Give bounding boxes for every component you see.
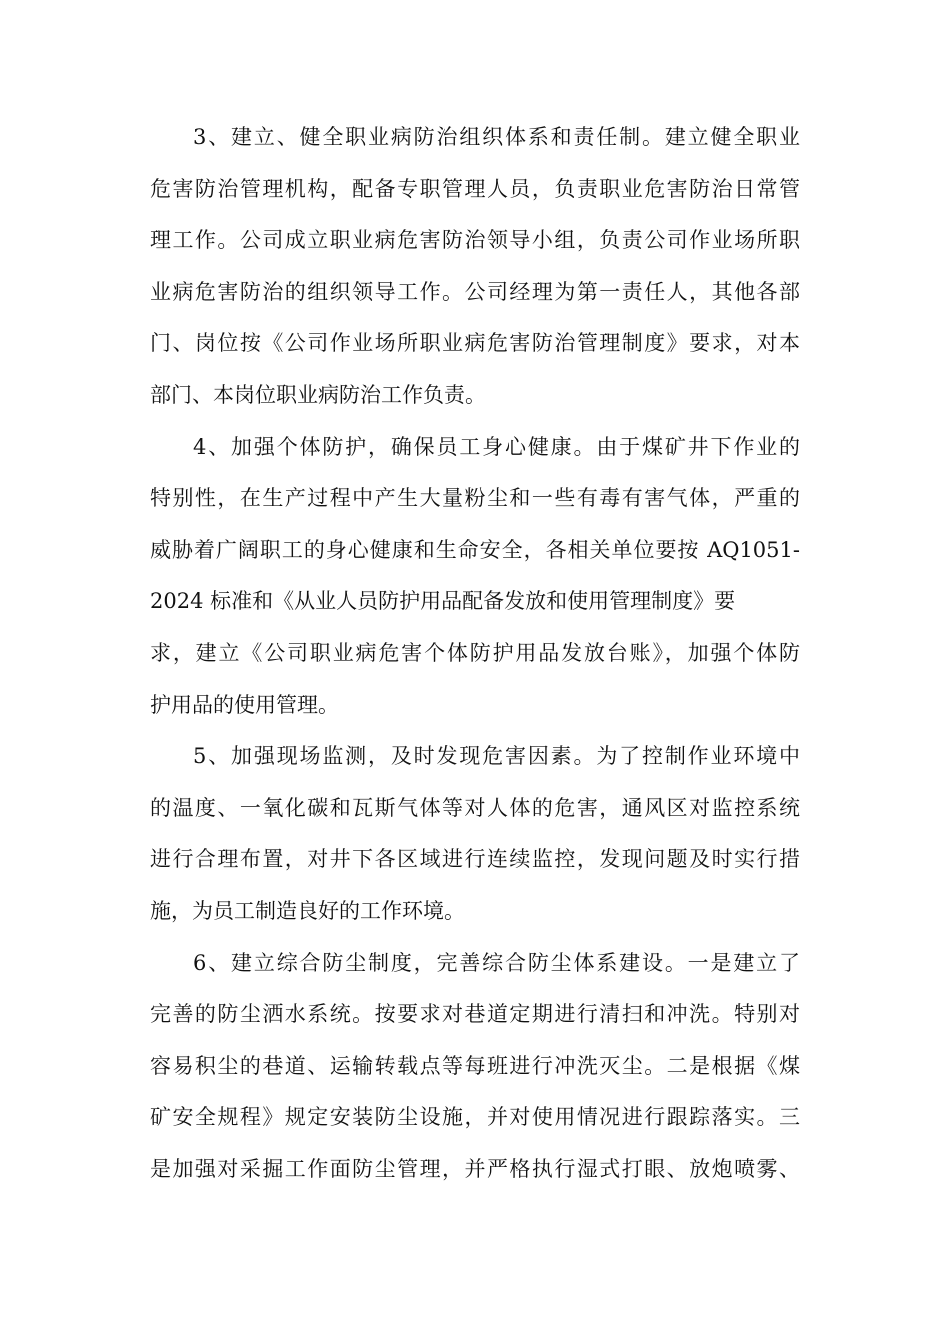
text-line: 求，建立《公司职业病危害个体防护用品发放台账》，加强个体防 bbox=[150, 640, 800, 665]
text-line: 理工作。公司成立职业病危害防治领导小组，负责公司作业场所职 bbox=[150, 228, 800, 253]
text-line: 特别性，在生产过程中产生大量粉尘和一些有毒有害气体，严重的 bbox=[150, 486, 800, 511]
text-line: 2024 标准和《从业人员防护用品配备发放和使用管理制度》要 bbox=[150, 589, 736, 614]
text-line: 4、加强个体防护，确保员工身心健康。由于煤矿井下作业的 bbox=[193, 434, 800, 459]
text-line: 威胁着广阔职工的身心健康和生命安全，各相关单位要按 AQ1051- bbox=[150, 537, 800, 562]
text-line: 业病危害防治的组织领导工作。公司经理为第一责任人，其他各部 bbox=[150, 279, 800, 304]
paragraph-4-personal-protection bbox=[150, 422, 800, 732]
text-line: 护用品的使用管理。 bbox=[150, 692, 339, 717]
document-body bbox=[150, 112, 800, 1195]
text-line: 3、建立、健全职业病防治组织体系和责任制。建立健全职业 bbox=[193, 125, 800, 149]
text-line: 门、岗位按《公司作业场所职业病危害防治管理制度》要求，对本 bbox=[150, 331, 800, 356]
text-line: 完善的防尘洒水系统。按要求对巷道定期进行清扫和冲洗。特别对 bbox=[150, 1002, 800, 1027]
text-line: 5、加强现场监测，及时发现危害因素。为了控制作业环境中 bbox=[193, 744, 800, 769]
paragraph-3-organization bbox=[150, 112, 800, 422]
text-line: 是加强对采掘工作面防尘管理，并严格执行湿式打眼、放炮喷雾、 bbox=[150, 1156, 800, 1181]
text-line: 部门、本岗位职业病防治工作负责。 bbox=[150, 382, 486, 407]
paragraph-6-dust-prevention bbox=[150, 938, 800, 1196]
text-line: 容易积尘的巷道、运输转载点等每班进行冲洗灭尘。二是根据《煤 bbox=[150, 1053, 800, 1078]
text-line: 危害防治管理机构，配备专职管理人员，负责职业危害防治日常管 bbox=[150, 176, 800, 201]
paragraph-5-site-monitoring bbox=[150, 731, 800, 937]
text-line: 施，为员工制造良好的工作环境。 bbox=[150, 898, 465, 923]
text-line: 的温度、一氧化碳和瓦斯气体等对人体的危害，通风区对监控系统 bbox=[150, 795, 800, 820]
text-line: 6、建立综合防尘制度，完善综合防尘体系建设。一是建立了 bbox=[193, 950, 800, 975]
text-line: 矿安全规程》规定安装防尘设施，并对使用情况进行跟踪落实。三 bbox=[150, 1105, 800, 1130]
text-line: 进行合理布置，对井下各区域进行连续监控，发现问题及时实行措 bbox=[150, 847, 800, 872]
